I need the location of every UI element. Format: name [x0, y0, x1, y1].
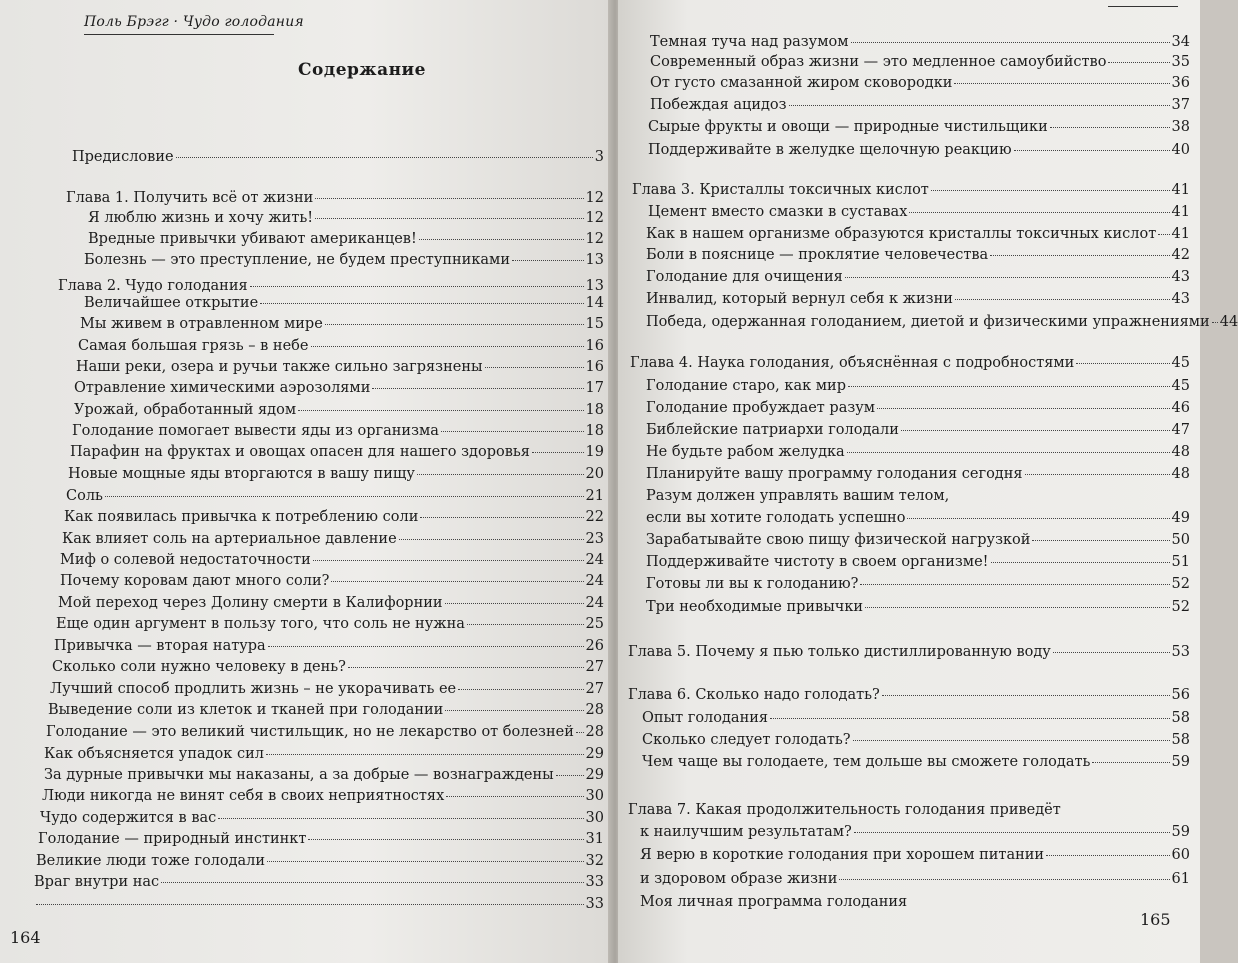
toc-entry-title: Чем чаще вы голодаете, тем дольше вы сможете голодать: [642, 754, 1091, 770]
right-toc-entry-25: [646, 597, 1190, 617]
toc-entry-page: 59: [1171, 824, 1190, 840]
right-toc-entry-12: [646, 289, 1190, 309]
toc-entry-page: 18: [585, 423, 604, 439]
toc-entry-title: Зарабатывайте свою пищу физической нагрузкой: [646, 532, 1031, 548]
left-toc-entry-22: [56, 614, 604, 634]
left-toc-entry-35: [34, 894, 604, 914]
toc-title: Содержание: [298, 60, 426, 80]
left-toc-entry-23: [54, 636, 604, 656]
toc-entry-page: 16: [585, 338, 604, 354]
toc-entry-title: если вы хотите голодать успешно: [646, 510, 906, 526]
right-toc-entry-11: [646, 267, 1190, 287]
toc-entry-page: 43: [1171, 269, 1190, 285]
toc-entry-page: 52: [1171, 599, 1190, 615]
dot-leader: [1053, 652, 1170, 653]
right-toc-entry-23: [646, 552, 1190, 572]
right-toc-entry-16: [646, 398, 1190, 418]
toc-entry-title: Голодание помогает вывести яды из организма: [72, 423, 439, 439]
toc-entry-page: 41: [1171, 182, 1190, 198]
dot-leader: [315, 218, 583, 219]
toc-entry-page: 28: [585, 702, 604, 718]
toc-entry-title: Поддерживайте чистоту в своем организме!: [646, 554, 989, 570]
toc-entry-title: Готовы ли вы к голоданию?: [646, 576, 859, 592]
toc-entry-title: Выведение соли из клеток и тканей при голодании: [48, 702, 444, 718]
toc-entry-page: 24: [585, 595, 604, 611]
toc-entry-page: 58: [1171, 732, 1190, 748]
right-toc-entry-17: [646, 420, 1190, 440]
toc-entry-page: 16: [585, 359, 604, 375]
toc-entry-page: 29: [585, 767, 604, 783]
toc-entry-page: 13: [585, 278, 604, 294]
toc-entry-title: Сырые фрукты и овощи — природные чистильщики: [648, 119, 1048, 135]
header-rule: [84, 34, 274, 35]
dot-leader: [260, 303, 583, 304]
dot-leader: [851, 42, 1170, 43]
dot-leader: [901, 430, 1170, 431]
left-toc-entry-3: [88, 208, 604, 228]
dot-leader: [1158, 234, 1169, 235]
right-toc-entry-32: [640, 822, 1190, 842]
right-toc-entry-4: [650, 95, 1190, 115]
right-toc-entry-33: [640, 845, 1190, 865]
toc-entry-title: Величайшее открытие: [84, 295, 259, 311]
left-toc-entry-7: [84, 293, 604, 313]
toc-entry-title: Боли в пояснице — проклятие человечества: [646, 247, 989, 263]
dot-leader: [458, 689, 583, 690]
dot-leader: [1050, 127, 1170, 128]
dot-leader: [1046, 855, 1169, 856]
dot-leader: [399, 539, 584, 540]
toc-entry-title: Еще один аргумент в пользу того, что соль не нужна: [56, 616, 465, 632]
toc-entry-page: 37: [1171, 97, 1190, 113]
toc-entry-page: 24: [585, 552, 604, 568]
toc-entry-page: 40: [1171, 142, 1190, 158]
toc-entry-page: 30: [585, 788, 604, 804]
left-toc-entry-4: [88, 229, 604, 249]
toc-entry-title: Глава 7. Какая продолжительность голодания приведёт: [628, 802, 1061, 818]
dot-leader: [877, 408, 1169, 409]
dot-leader: [865, 607, 1169, 608]
toc-entry-page: 33: [585, 874, 604, 890]
toc-entry-title: Люди никогда не винят себя в своих неприятностях: [42, 788, 445, 804]
right-toc-entry-22: [646, 530, 1190, 550]
toc-entry-title: Как влияет соль на артериальное давление: [62, 531, 397, 547]
left-toc-entry-25: [50, 679, 604, 699]
right-toc-entry-26: [628, 642, 1190, 662]
left-toc-entry-27: [46, 722, 604, 742]
toc-entry-title: Лучший способ продлить жизнь – не укорачивать ее: [50, 681, 457, 697]
dot-leader: [882, 695, 1170, 696]
toc-entry-page: 18: [585, 402, 604, 418]
dot-leader: [105, 496, 584, 497]
toc-entry-page: 53: [1171, 644, 1190, 660]
right-toc-entry-13: [646, 312, 1238, 332]
right-toc-entry-10: [646, 245, 1190, 265]
toc-entry-title: Глава 6. Сколько надо голодать?: [628, 687, 880, 703]
toc-entry-page: 29: [585, 746, 604, 762]
right-toc-entry-34: [640, 869, 1190, 889]
left-toc-entry-26: [48, 700, 604, 720]
toc-entry-title: Инвалид, который вернул себя к жизни: [646, 291, 953, 307]
toc-entry-page: 42: [1171, 247, 1190, 263]
toc-entry-title: Почему коровам дают много соли?: [60, 573, 330, 589]
dot-leader: [860, 584, 1169, 585]
dot-leader: [331, 581, 583, 582]
toc-entry-title: Цемент вместо смазки в суставах: [648, 204, 908, 220]
dot-leader: [311, 346, 584, 347]
toc-entry-title: Чудо содержится в вас: [40, 810, 217, 826]
toc-entry-page: 43: [1171, 291, 1190, 307]
toc-entry-title: Не будьте рабом желудка: [646, 444, 845, 460]
toc-entry-page: 32: [585, 853, 604, 869]
dot-leader: [789, 105, 1170, 106]
left-toc-entry-19: [60, 550, 604, 570]
toc-entry-title: Вредные привычки убивают американцев!: [88, 231, 417, 247]
left-toc-entry-12: [74, 400, 604, 420]
dot-leader: [931, 190, 1170, 191]
dot-leader: [417, 474, 584, 475]
toc-entry-title: Победа, одержанная голоданием, диетой и физическими упражнениями: [646, 314, 1210, 330]
toc-entry-page: 31: [585, 831, 604, 847]
toc-entry-page: 50: [1171, 532, 1190, 548]
dot-leader: [1014, 150, 1170, 151]
toc-entry-page: 23: [585, 531, 604, 547]
toc-entry-title: Голодание — это великий чистильщик, но не лекарство от болезней: [46, 724, 574, 740]
toc-entry-page: 30: [585, 810, 604, 826]
dot-leader: [445, 710, 583, 711]
running-head: Поль Брэгг · Чудо голодания: [84, 14, 304, 30]
toc-entry-page: 20: [585, 466, 604, 482]
toc-entry-title: Глава 3. Кристаллы токсичных кислот: [632, 182, 929, 198]
right-toc-entry-35: [640, 892, 1190, 912]
left-toc-entry-8: [80, 314, 604, 334]
toc-entry-page: 28: [585, 724, 604, 740]
toc-entry-page: 51: [1171, 554, 1190, 570]
toc-entry-title: Парафин на фруктах и овощах опасен для нашего здоровья: [70, 444, 530, 460]
dot-leader: [467, 624, 584, 625]
dot-leader: [1032, 540, 1169, 541]
toc-entry-page: 35: [1171, 54, 1190, 70]
right-toc-entry-9: [646, 224, 1190, 244]
toc-entry-title: Мы живем в отравленном мире: [80, 316, 323, 332]
dot-leader: [576, 732, 584, 733]
dot-leader: [267, 861, 583, 862]
left-toc-entry-34: [34, 872, 604, 892]
dot-leader: [1212, 322, 1218, 323]
toc-entry-page: 3: [594, 149, 604, 165]
toc-entry-page: 47: [1171, 422, 1190, 438]
left-toc-entry-1: [72, 147, 604, 167]
right-toc-entry-8: [648, 202, 1190, 222]
right-toc-entry-6: [648, 140, 1190, 160]
left-toc-entry-18: [62, 529, 604, 549]
toc-entry-page: 46: [1171, 400, 1190, 416]
dot-leader: [446, 796, 583, 797]
toc-entry-page: 60: [1171, 847, 1190, 863]
right-toc-entry-27: [628, 685, 1190, 705]
dot-leader: [1076, 363, 1169, 364]
left-toc-entry-16: [66, 486, 604, 506]
toc-entry-page: 41: [1171, 226, 1190, 242]
left-toc-entry-15: [68, 464, 604, 484]
dot-leader: [955, 299, 1170, 300]
dot-leader: [1108, 62, 1169, 63]
dot-leader: [991, 562, 1170, 563]
toc-entry-page: 56: [1171, 687, 1190, 703]
toc-entry-title: Глава 4. Наука голодания, объяснённая с подробностями: [630, 355, 1075, 371]
toc-entry-title: Поддерживайте в желудке щелочную реакцию: [648, 142, 1012, 158]
left-toc-entry-11: [74, 378, 604, 398]
left-toc-entry-10: [76, 357, 604, 377]
right-toc-entry-15: [646, 376, 1190, 396]
toc-entry-title: Враг внутри нас: [34, 874, 160, 890]
right-toc-entry-21: [646, 508, 1190, 528]
toc-entry-title: Привычка — вторая натура: [54, 638, 266, 654]
toc-entry-title: Болезнь — это преступление, не будем преступниками: [84, 252, 510, 268]
dot-leader: [532, 452, 584, 453]
dot-leader: [218, 818, 583, 819]
right-toc-entry-1: [650, 32, 1190, 52]
header-rule-right: [1108, 6, 1178, 7]
toc-entry-title: За дурные привычки мы наказаны, а за добрые — вознаграждены: [44, 767, 554, 783]
dot-leader: [1025, 474, 1170, 475]
toc-entry-page: 19: [585, 444, 604, 460]
toc-entry-title: Сколько следует голодать?: [642, 732, 851, 748]
dot-leader: [298, 410, 583, 411]
toc-entry-title: Миф о солевой недостаточности: [60, 552, 311, 568]
dot-leader: [512, 260, 584, 261]
dot-leader: [770, 718, 1170, 719]
toc-entry-title: Как объясняется упадок сил: [44, 746, 264, 762]
dot-leader: [845, 277, 1170, 278]
dot-leader: [441, 431, 584, 432]
dot-leader: [313, 560, 584, 561]
dot-leader: [839, 879, 1169, 880]
toc-entry-title: Разум должен управлять вашим телом,: [646, 488, 950, 504]
dot-leader: [308, 839, 583, 840]
left-toc-entry-24: [52, 657, 604, 677]
dot-leader: [266, 754, 584, 755]
toc-entry-title: От густо смазанной жиром сковородки: [650, 75, 953, 91]
toc-entry-page: 45: [1171, 378, 1190, 394]
dot-leader: [907, 518, 1169, 519]
toc-entry-page: 13: [585, 252, 604, 268]
right-toc-entry-19: [646, 464, 1190, 484]
dot-leader: [909, 212, 1169, 213]
left-toc-entry-17: [64, 507, 604, 527]
toc-entry-page: 25: [585, 616, 604, 632]
left-toc-entry-2: [66, 188, 604, 208]
toc-entry-page: 48: [1171, 444, 1190, 460]
left-toc-entry-33: [36, 851, 604, 871]
toc-entry-title: Глава 1. Получить всё от жизни: [66, 190, 314, 206]
toc-entry-page: 26: [585, 638, 604, 654]
toc-entry-page: 12: [585, 231, 604, 247]
left-toc-entry-14: [70, 442, 604, 462]
toc-entry-page: 12: [585, 210, 604, 226]
toc-entry-title: Три необходимые привычки: [646, 599, 864, 615]
toc-entry-page: 59: [1171, 754, 1190, 770]
toc-entry-page: 14: [585, 295, 604, 311]
toc-entry-page: 12: [585, 190, 604, 206]
toc-entry-title: Современный образ жизни — это медленное самоубийство: [650, 54, 1107, 70]
toc-entry-title: Отравление химическими аэрозолями: [74, 380, 371, 396]
dot-leader: [268, 646, 584, 647]
left-page: [0, 0, 612, 963]
dot-leader: [419, 239, 584, 240]
right-toc-entry-7: [632, 180, 1190, 200]
dot-leader: [847, 452, 1170, 453]
toc-entry-title: Голодание — природный инстинкт: [38, 831, 307, 847]
toc-entry-title: Голодание старо, как мир: [646, 378, 846, 394]
toc-entry-page: 34: [1171, 34, 1190, 50]
dot-leader: [372, 388, 583, 389]
toc-entry-title: Мой переход через Долину смерти в Калифорнии: [58, 595, 443, 611]
right-toc-entry-14: [630, 353, 1190, 373]
left-toc-entry-20: [60, 571, 604, 591]
toc-entry-page: 36: [1171, 75, 1190, 91]
toc-entry-page: 24: [585, 573, 604, 589]
dot-leader: [556, 775, 584, 776]
dot-leader: [250, 286, 584, 287]
dot-leader: [315, 198, 583, 199]
toc-entry-title: Наши реки, озера и ручьи также сильно загрязнены: [76, 359, 483, 375]
right-toc-entry-5: [648, 117, 1190, 137]
toc-entry-title: Побеждая ацидоз: [650, 97, 787, 113]
toc-entry-page: 21: [585, 488, 604, 504]
left-toc-entry-29: [44, 765, 604, 785]
right-toc-entry-18: [646, 442, 1190, 462]
left-toc-entry-9: [78, 336, 604, 356]
dot-leader: [420, 517, 583, 518]
toc-entry-title: Я верю в короткие голодания при хорошем питании: [640, 847, 1045, 863]
right-toc-entry-20: [646, 486, 1190, 506]
toc-entry-title: Голодание для очищения: [646, 269, 843, 285]
toc-entry-title: Опыт голодания: [642, 710, 769, 726]
right-toc-entry-28: [642, 708, 1190, 728]
toc-entry-page: 41: [1171, 204, 1190, 220]
left-toc-entry-13: [72, 421, 604, 441]
toc-entry-title: Библейские патриархи голодали: [646, 422, 899, 438]
toc-entry-title: Самая большая грязь – в небе: [78, 338, 309, 354]
dot-leader: [176, 157, 593, 158]
toc-entry-title: Сколько соли нужно человеку в день?: [52, 659, 346, 675]
toc-entry-page: 17: [585, 380, 604, 396]
toc-entry-title: Как в нашем организме образуются кристаллы токсичных кислот: [646, 226, 1157, 242]
dot-leader: [848, 386, 1170, 387]
toc-entry-page: 38: [1171, 119, 1190, 135]
dot-leader: [36, 904, 584, 905]
dot-leader: [853, 740, 1170, 741]
left-toc-entry-21: [58, 593, 604, 613]
dot-leader: [954, 83, 1169, 84]
right-toc-entry-3: [650, 73, 1190, 93]
toc-entry-title: Предисловие: [72, 149, 174, 165]
toc-entry-title: Как появилась привычка к потреблению соли: [64, 509, 419, 525]
dot-leader: [1092, 762, 1169, 763]
page-number-right: 165: [1140, 910, 1171, 929]
toc-entry-page: 15: [585, 316, 604, 332]
toc-entry-title: Урожай, обработанный ядом: [74, 402, 297, 418]
dot-leader: [161, 882, 583, 883]
toc-entry-title: Глава 2. Чудо голодания: [58, 278, 248, 294]
toc-entry-title: Моя личная программа голодания: [640, 894, 908, 910]
toc-entry-page: 27: [585, 681, 604, 697]
right-toc-entry-31: [628, 800, 1190, 820]
toc-entry-title: Великие люди тоже голодали: [36, 853, 266, 869]
right-toc-entry-24: [646, 574, 1190, 594]
toc-entry-page: 44: [1219, 314, 1238, 330]
toc-entry-title: Планируйте вашу программу голодания сегодня: [646, 466, 1023, 482]
left-toc-entry-30: [42, 786, 604, 806]
toc-entry-page: 49: [1171, 510, 1190, 526]
toc-entry-title: Новые мощные яды вторгаются в вашу пищу: [68, 466, 415, 482]
page-number-left: 164: [10, 928, 41, 947]
right-toc-entry-30: [642, 752, 1190, 772]
left-toc-entry-32: [38, 829, 604, 849]
dot-leader: [325, 324, 584, 325]
dot-leader: [445, 603, 584, 604]
toc-entry-page: 33: [585, 896, 604, 912]
toc-entry-page: 61: [1171, 871, 1190, 887]
dot-leader: [990, 255, 1169, 256]
dot-leader: [348, 667, 584, 668]
toc-entry-page: 58: [1171, 710, 1190, 726]
dot-leader: [854, 832, 1170, 833]
toc-entry-title: и здоровом образе жизни: [640, 871, 838, 887]
left-toc-entry-5: [84, 250, 604, 270]
toc-entry-title: Глава 5. Почему я пью только дистиллированную воду: [628, 644, 1051, 660]
toc-entry-title: Голодание пробуждает разум: [646, 400, 876, 416]
toc-entry-title: Темная туча над разумом: [650, 34, 849, 50]
right-page: [618, 0, 1238, 963]
right-toc-entry-2: [650, 52, 1190, 72]
left-toc-entry-28: [44, 744, 604, 764]
right-toc-entry-29: [642, 730, 1190, 750]
toc-entry-page: 48: [1171, 466, 1190, 482]
toc-entry-page: 45: [1171, 355, 1190, 371]
toc-entry-title: к наилучшим результатам?: [640, 824, 852, 840]
toc-entry-title: Соль: [66, 488, 103, 504]
left-toc-entry-31: [40, 808, 604, 828]
toc-entry-page: 27: [585, 659, 604, 675]
toc-entry-page: 22: [585, 509, 604, 525]
dot-leader: [485, 367, 584, 368]
toc-entry-title: Я люблю жизнь и хочу жить!: [88, 210, 314, 226]
toc-entry-page: 52: [1171, 576, 1190, 592]
